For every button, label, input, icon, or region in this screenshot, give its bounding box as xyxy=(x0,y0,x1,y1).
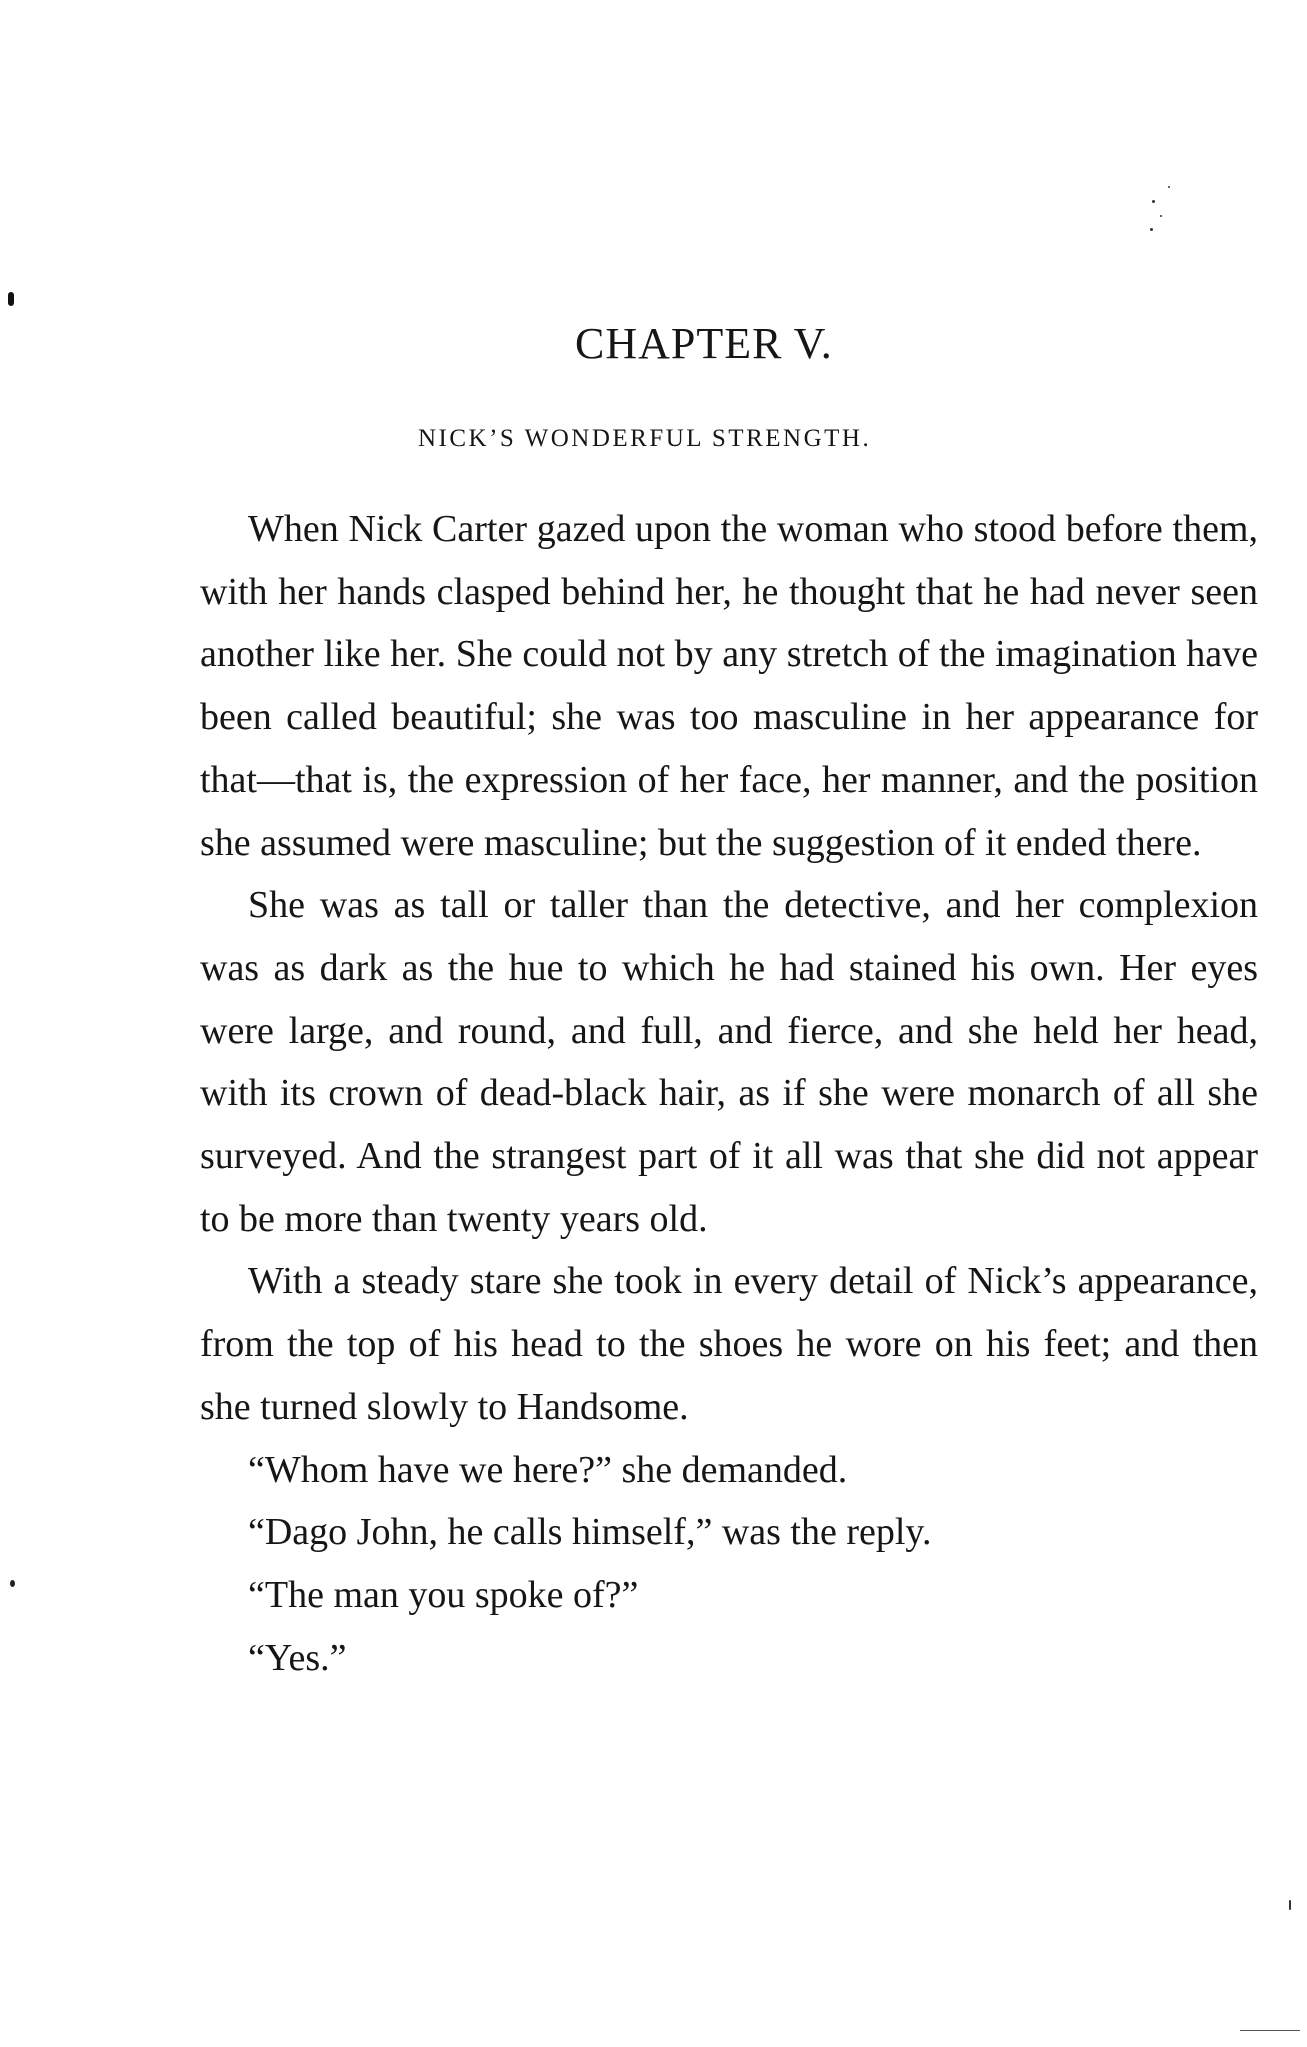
scan-speck xyxy=(1152,200,1155,203)
paragraph: With a steady stare she took in every detail of Nick’s appearance, from the top of his head to the shoes he wore on his feet; and then she turned slowly to Handsome. xyxy=(200,1260,1258,1428)
chapter-body xyxy=(200,498,1258,1689)
chapter-title: CHAPTER V. xyxy=(575,319,833,368)
dialogue-line: “The man you spoke of?” xyxy=(248,1573,639,1616)
scan-speck xyxy=(1289,1900,1291,1910)
bottom-edge-rule xyxy=(1240,2030,1300,2031)
chapter-subtitle: NICK’S WONDERFUL STRENGTH. xyxy=(418,425,872,452)
scan-speck xyxy=(8,292,14,306)
paragraph: When Nick Carter gazed upon the woman who stood before them, with her hands clasped behind her, he thought that he had never seen another like her. She could not by any stretch of the imagination have been called beautiful; she was too masculine in her appearance for that—that is, the expression of her face, her manner, and the position she assumed were masculine; but the suggestion of it ended there. xyxy=(200,508,1258,864)
paragraph: She was as tall or taller than the detective, and her complexion was as dark as the hue to which he had stained his own. Her eyes were large, and round, and full, and fierce, and she held her head, with its crown of dead-black hair, as if she were monarch of all she surveyed. And the strangest part of it all was that she did not appear to be more than twenty years old. xyxy=(200,884,1258,1240)
dialogue-line: “Whom have we here?” she demanded. xyxy=(248,1448,848,1491)
scan-speck xyxy=(1168,186,1170,188)
scan-speck xyxy=(10,1580,15,1587)
dialogue-line: “Yes.” xyxy=(248,1636,347,1679)
scan-speck xyxy=(1150,228,1153,231)
scan-speck xyxy=(1160,215,1162,217)
dialogue-line: “Dago John, he calls himself,” was the reply. xyxy=(248,1511,932,1554)
